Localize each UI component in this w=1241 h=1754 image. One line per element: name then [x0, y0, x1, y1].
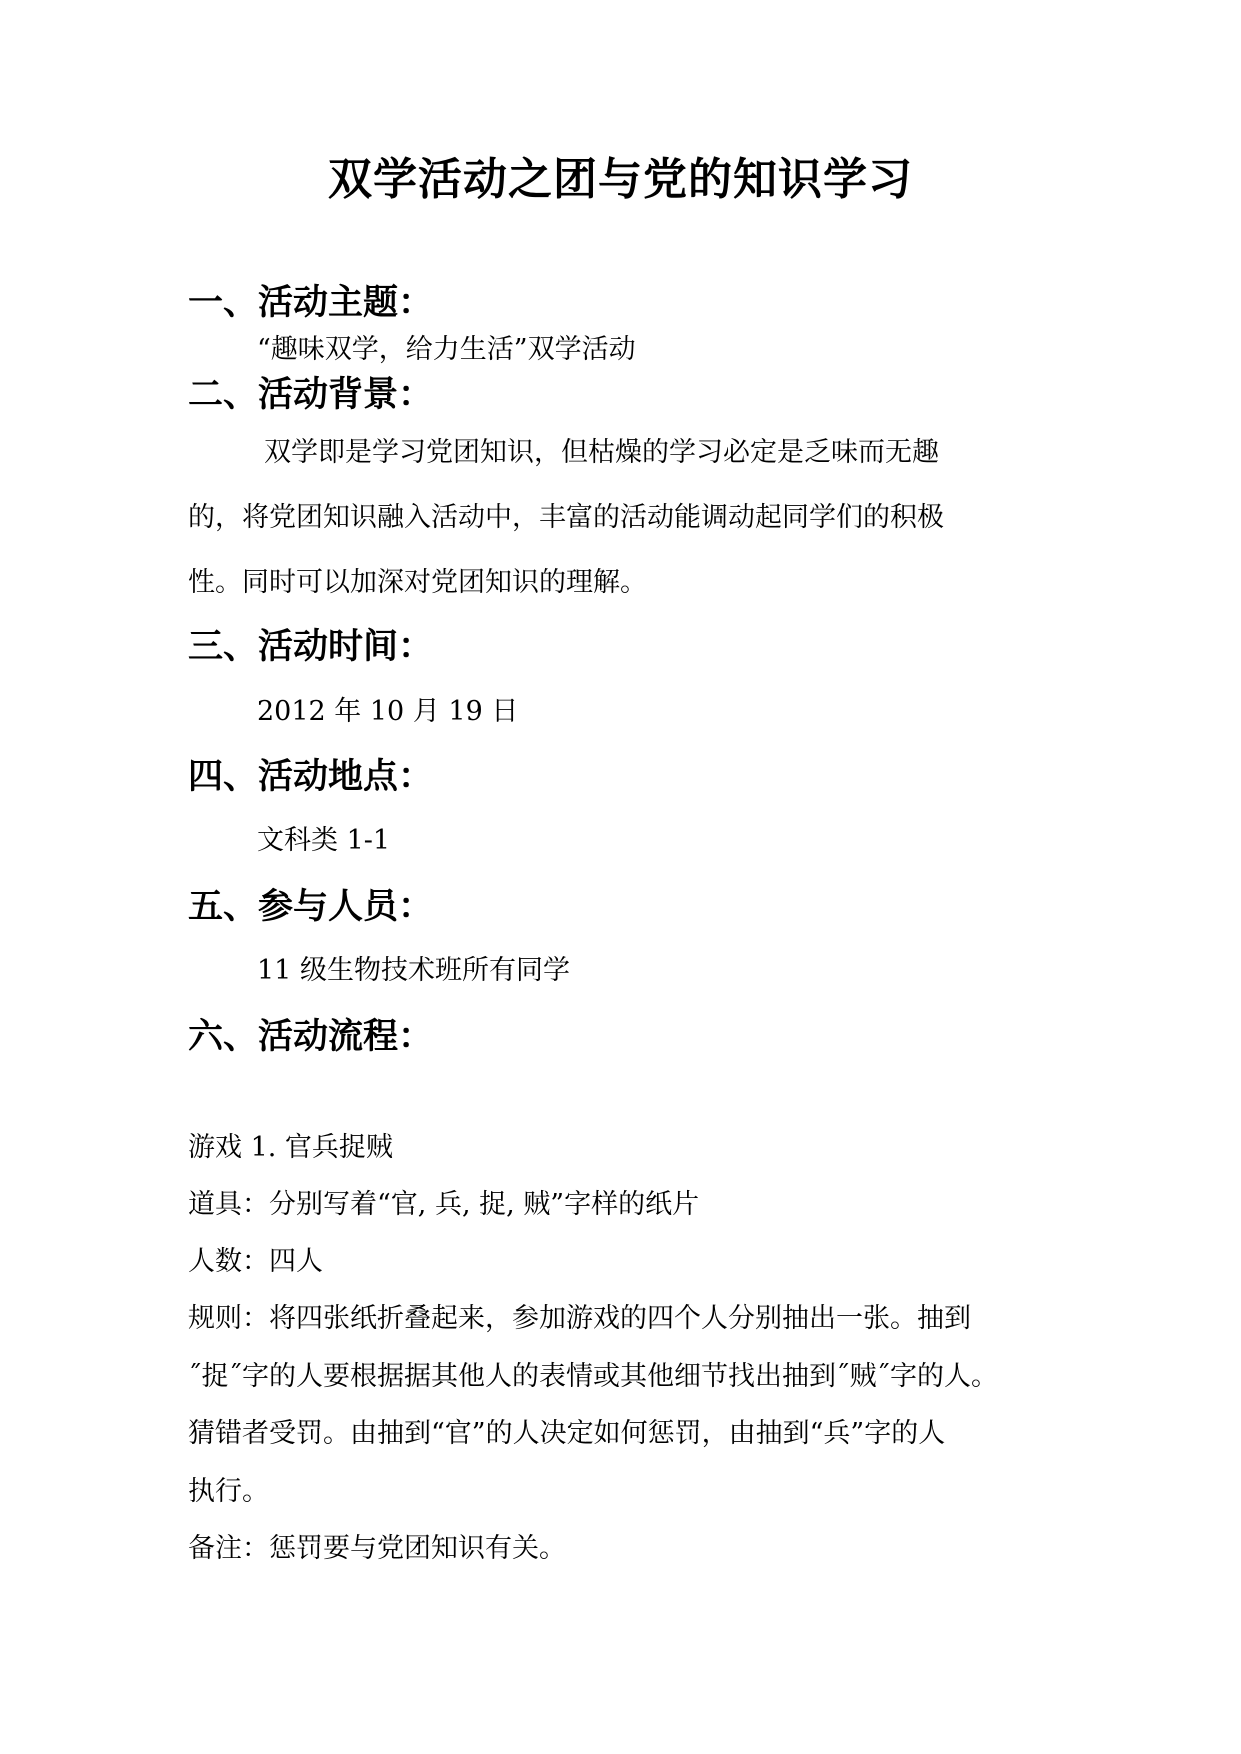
- background-line-3: 性。同时可以加深对党团知识的理解。: [188, 567, 647, 598]
- location-content: 文科类 1-1: [257, 825, 391, 856]
- background-line-2: 的，将党团知识融入活动中，丰富的活动能调动起同学们的积极: [188, 502, 944, 533]
- section-heading-participants: 五、参与人员：: [188, 887, 434, 927]
- background-line-1: 双学即是学习党团知识，但枯燥的学习必定是乏味而无趣: [264, 437, 939, 468]
- section-heading-background: 二、活动背景：: [188, 375, 434, 415]
- game-title: 游戏 1. 官兵捉贼: [188, 1132, 393, 1163]
- game-rules-line-2: ˝捉˝字的人要根据据其他人的表情或其他细节找出抽到˝贼˝字的人。: [188, 1361, 998, 1392]
- section-heading-time: 三、活动时间：: [188, 627, 434, 667]
- participants-content: 11 级生物技术班所有同学: [257, 955, 570, 986]
- theme-content: “趣味双学，给力生活”双学活动: [257, 334, 636, 365]
- game-note: 备注：惩罚要与党团知识有关。: [188, 1533, 566, 1564]
- document-title: 双学活动之团与党的知识学习: [328, 154, 913, 205]
- time-content: 2012 年 10 月 19 日: [257, 696, 519, 727]
- section-heading-location: 四、活动地点：: [188, 757, 434, 797]
- game-rules-line-4: 执行。: [188, 1476, 269, 1507]
- game-players: 人数：四人: [188, 1246, 323, 1277]
- section-heading-process: 六、活动流程：: [188, 1017, 434, 1057]
- game-rules-line-3: 猜错者受罚。由抽到“官”的人决定如何惩罚，由抽到“兵”字的人: [188, 1418, 946, 1449]
- section-heading-theme: 一、活动主题：: [188, 283, 434, 323]
- game-rules-line-1: 规则：将四张纸折叠起来，参加游戏的四个人分别抽出一张。抽到: [188, 1303, 971, 1334]
- game-props: 道具：分别写着“官, 兵, 捉, 贼”字样的纸片: [188, 1189, 700, 1220]
